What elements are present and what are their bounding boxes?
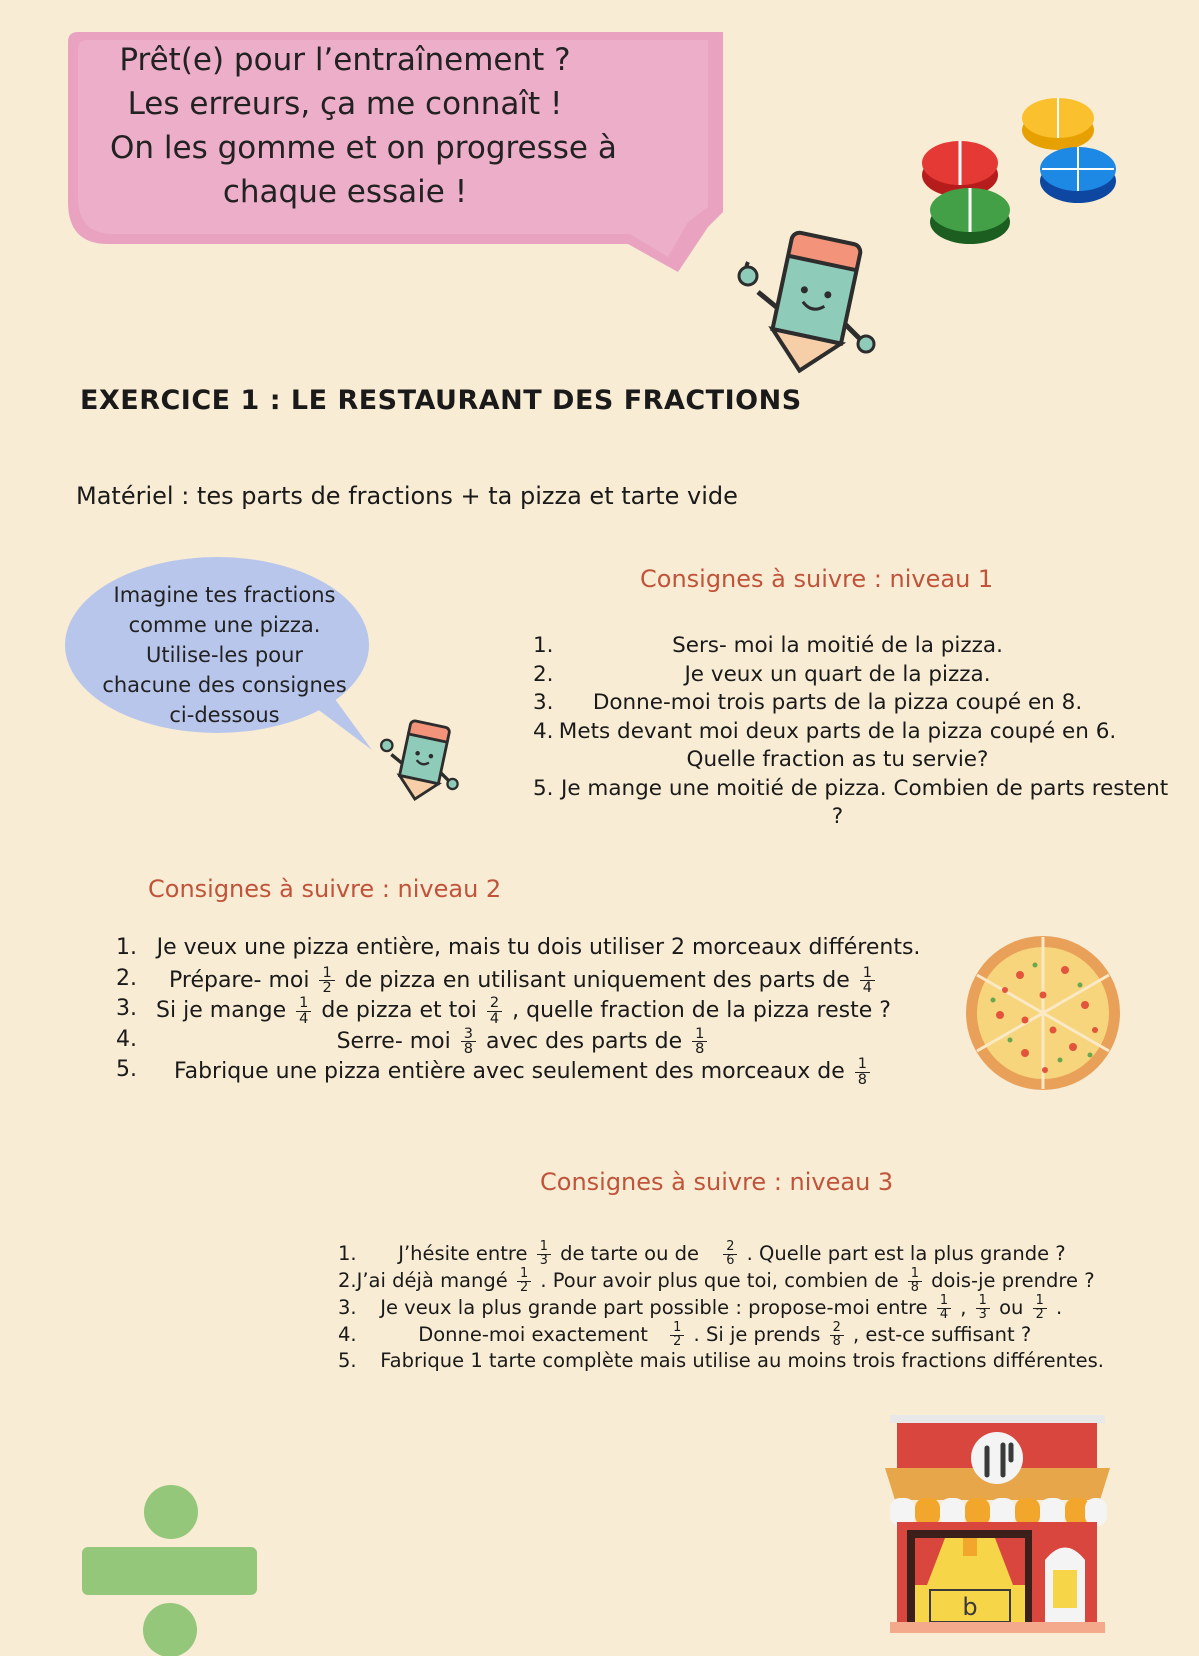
list-item: [116, 966, 931, 997]
item-text: , est-ce suffisant ?: [853, 1322, 1032, 1346]
fraction: [487, 996, 502, 1026]
fraction-discs-icon: [910, 95, 1120, 255]
fraction: [937, 1295, 951, 1322]
fraction: [908, 1268, 922, 1295]
hint-line: chacune des consignes: [102, 673, 347, 697]
denominator: 2: [322, 980, 332, 997]
fraction: [461, 1027, 476, 1057]
denominator: 4: [939, 1306, 949, 1322]
item-text: Je veux la plus grande part possible : propose-moi entre: [380, 1295, 928, 1319]
fraction: [723, 1241, 737, 1268]
item-text: de tarte ou de: [560, 1241, 699, 1265]
item-text: Si je mange: [156, 998, 287, 1024]
item-number: 3.: [116, 996, 137, 1021]
item-text: J’hésite entre: [398, 1241, 528, 1265]
numerator: 1: [1033, 1295, 1047, 1309]
fraction: [537, 1241, 551, 1268]
denominator: 8: [857, 1071, 868, 1088]
list-item: [338, 1295, 1108, 1322]
denominator: 3: [539, 1252, 548, 1268]
item-text: ou: [999, 1295, 1024, 1319]
list-item: [525, 690, 1150, 719]
denominator: 2: [673, 1333, 682, 1349]
list-item: [525, 633, 1150, 662]
hint-line: ci-dessous: [169, 703, 280, 727]
numerator: 1: [976, 1295, 990, 1309]
level3-title: Consignes à suivre : niveau 3: [540, 1168, 894, 1196]
item-text: Donne-moi exactement: [418, 1322, 648, 1346]
denominator: 8: [695, 1041, 705, 1058]
item-text: de pizza et toi: [321, 998, 477, 1024]
item-text: Fabrique une pizza entière avec seulement des morceaux de: [173, 1059, 845, 1085]
separator: ,: [960, 1295, 967, 1319]
item-number: 1.: [533, 633, 554, 658]
level1-title: Consignes à suivre : niveau 1: [640, 565, 994, 593]
item-number: 2.: [116, 965, 137, 991]
item-text: , quelle fraction de la pizza reste ?: [512, 998, 891, 1024]
denominator: 2: [519, 1279, 529, 1295]
item-number: 2.: [533, 661, 554, 687]
numerator: 1: [937, 1295, 951, 1309]
item-text: Sers- moi la moitié de la pizza.: [672, 633, 1003, 658]
level2-list: [116, 935, 931, 1088]
item-text: Je veux un quart de la pizza.: [684, 661, 991, 687]
item-text: avec des parts de: [486, 1028, 683, 1054]
item-text: Donne-moi trois parts de la pizza coupé en 8.: [592, 690, 1083, 715]
level3-list: [338, 1241, 1108, 1376]
item-text: Serre- moi: [336, 1028, 451, 1054]
item-number: 4.: [116, 1026, 137, 1052]
item-number: 5.: [533, 775, 554, 801]
list-item: [116, 935, 931, 966]
hint-line: comme une pizza.: [128, 613, 321, 637]
numerator: 2: [487, 996, 502, 1012]
level1-list: [525, 633, 1169, 833]
numerator: 1: [908, 1268, 922, 1282]
intro-line: chaque essaie !: [222, 174, 468, 210]
numerator: 2: [723, 1241, 737, 1255]
svg-text:b: b: [962, 1593, 978, 1621]
fraction: [1033, 1295, 1047, 1322]
item-text: dois-je prendre ?: [931, 1268, 1095, 1292]
item-text: .: [1055, 1295, 1063, 1319]
list-item: [338, 1241, 1108, 1268]
list-item: [116, 1027, 931, 1058]
fraction: [319, 966, 334, 996]
list-item-continued: [525, 804, 1150, 833]
item-text: de pizza en utilisant uniquement des parts de: [344, 967, 850, 993]
fraction: [670, 1322, 684, 1349]
denominator: 4: [299, 1010, 309, 1027]
item-text: . Si je prends: [693, 1322, 821, 1346]
item-number: 5.: [116, 1057, 137, 1082]
item-text: Prépare- moi: [169, 967, 310, 993]
exercise-title: EXERCICE 1 : LE RESTAURANT DES FRACTIONS: [80, 385, 802, 416]
list-item-continued: [525, 747, 1150, 776]
item-number: 4.: [338, 1322, 357, 1346]
denominator: 3: [978, 1306, 987, 1322]
hint-line: Imagine tes fractions: [113, 583, 336, 607]
item-number: 1.: [338, 1241, 357, 1265]
numerator: 1: [537, 1241, 551, 1255]
list-item: [525, 775, 1169, 805]
item-number: 2.: [338, 1268, 357, 1292]
item-text: . Pour avoir plus que toi, combien de: [540, 1268, 899, 1292]
denominator: 4: [862, 980, 872, 997]
fraction: [860, 966, 875, 996]
intro-line: Prêt(e) pour l’entraînement ?: [119, 42, 571, 78]
item-text: J’ai déjà mangé: [356, 1268, 508, 1292]
divide-sign-icon: [82, 1485, 257, 1655]
item-text: . Quelle part est la plus grande ?: [746, 1241, 1066, 1265]
item-text: ?: [831, 804, 844, 829]
numerator: 1: [670, 1322, 684, 1336]
materials-text: Matériel : tes parts de fractions + ta pizza et tarte vide: [76, 482, 738, 510]
denominator: 4: [489, 1010, 500, 1027]
hint-line: Utilise-les pour: [145, 643, 304, 667]
denominator: 8: [463, 1041, 474, 1058]
restaurant-icon: [885, 1410, 1110, 1635]
list-item: [116, 996, 931, 1027]
item-number: 4.: [533, 718, 554, 744]
denominator: 8: [832, 1333, 841, 1349]
list-item: [525, 719, 1150, 748]
list-item: [525, 662, 1150, 691]
list-item: [338, 1322, 1108, 1349]
intro-line: Les erreurs, ça me connaît !: [127, 86, 563, 122]
item-text: Je mange une moitié de pizza. Combien de parts restent: [561, 775, 1169, 801]
fraction: [855, 1057, 870, 1087]
hint-text: [92, 580, 357, 730]
numerator: 3: [461, 1027, 476, 1043]
item-text: Mets devant moi deux parts de la pizza coupé en 6.: [558, 718, 1117, 744]
numerator: 1: [692, 1027, 707, 1043]
numerator: 2: [830, 1322, 844, 1336]
numerator: 1: [319, 966, 334, 982]
small-eraser-mascot-icon: [380, 718, 465, 808]
item-text: Je veux une pizza entière, mais tu dois utiliser 2 morceaux différents.: [156, 935, 921, 960]
list-item: [338, 1349, 1108, 1376]
item-number: 3.: [338, 1295, 357, 1319]
eraser-mascot-icon: [738, 232, 888, 382]
list-item: [116, 1057, 931, 1088]
list-item: [338, 1268, 1108, 1295]
item-text: Fabrique 1 tarte complète mais utilise au moins trois fractions différentes.: [380, 1349, 1104, 1372]
denominator: 2: [1035, 1306, 1044, 1322]
level2-title: Consignes à suivre : niveau 2: [148, 875, 502, 903]
fraction: [692, 1027, 707, 1057]
item-number: 5.: [338, 1349, 357, 1372]
numerator: 1: [296, 996, 311, 1012]
fraction: [830, 1322, 844, 1349]
denominator: 6: [726, 1252, 735, 1268]
item-text: Quelle fraction as tu servie?: [686, 747, 989, 772]
pizza-icon: [965, 935, 1121, 1091]
fraction: [976, 1295, 990, 1322]
intro-text: [110, 38, 617, 214]
fraction: [517, 1268, 531, 1295]
numerator: 1: [855, 1057, 870, 1073]
denominator: 8: [910, 1279, 919, 1295]
numerator: 1: [517, 1268, 531, 1282]
item-number: 1.: [116, 935, 137, 960]
numerator: 1: [860, 966, 875, 982]
intro-line: On les gomme et on progresse à: [110, 130, 617, 166]
fraction: [296, 996, 311, 1026]
item-number: 3.: [533, 690, 554, 715]
